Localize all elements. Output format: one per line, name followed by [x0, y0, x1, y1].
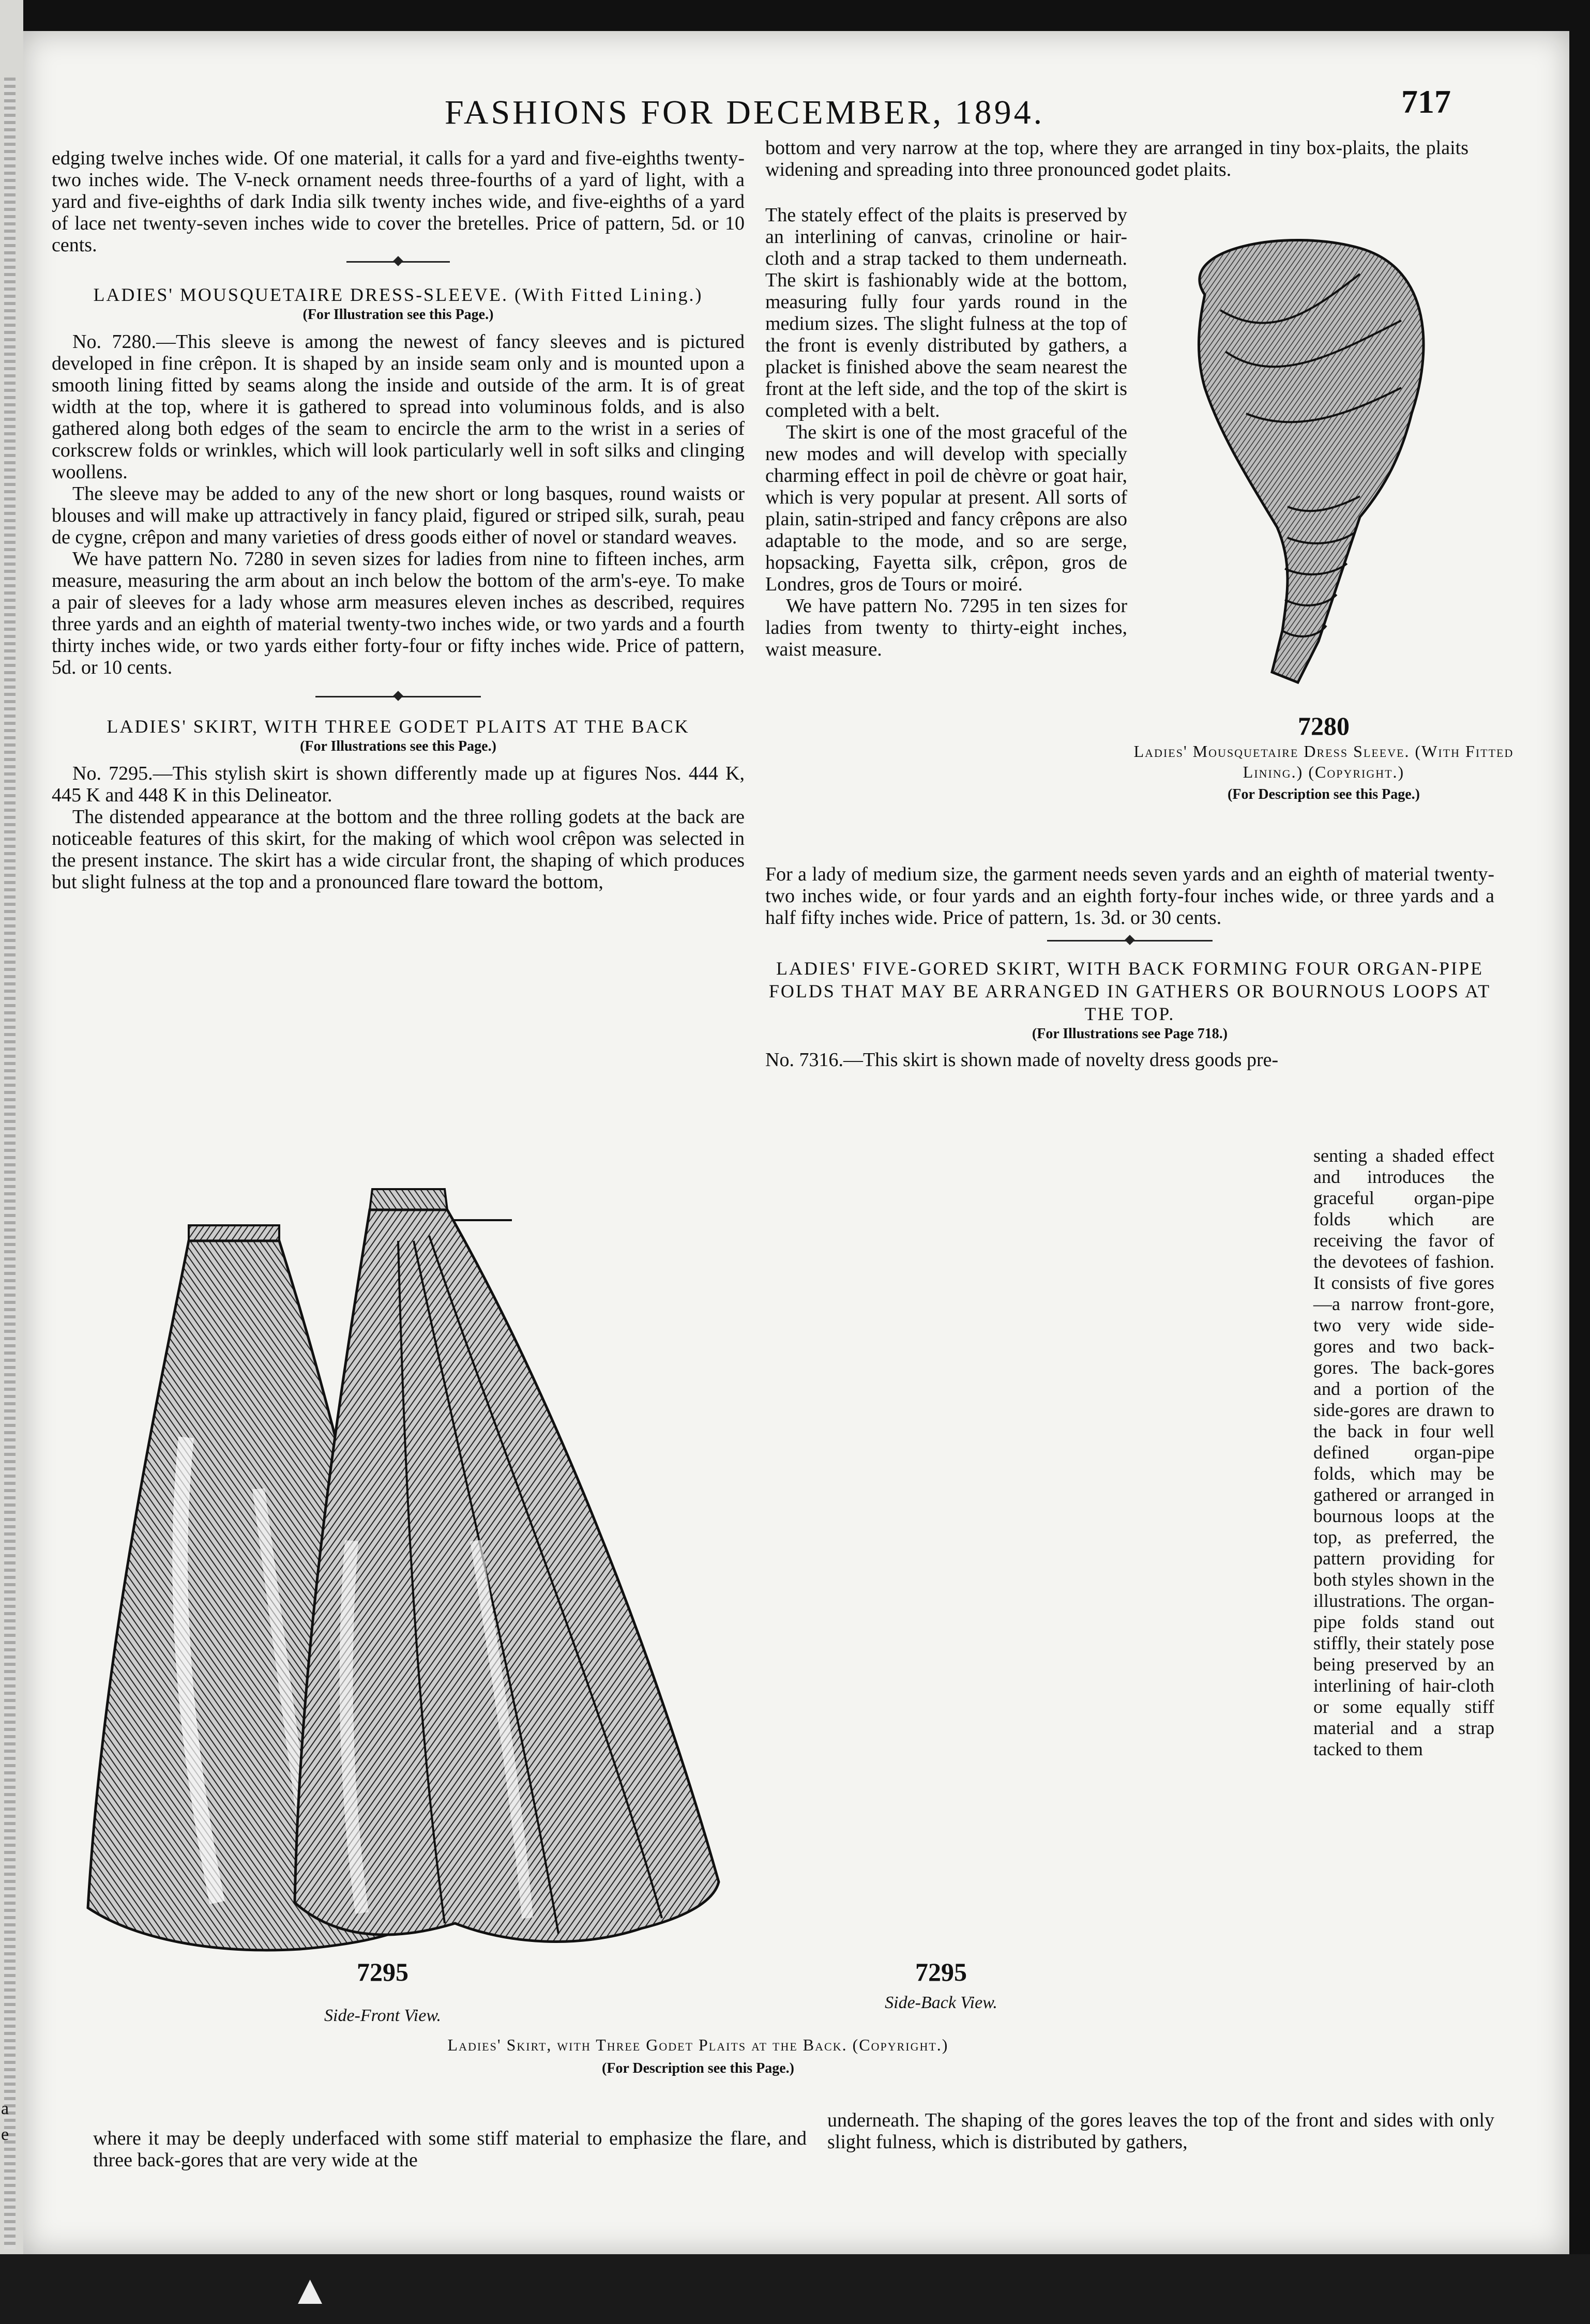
five-gored-subheading: (For Illustrations see Page 718.)	[1032, 1026, 1228, 1042]
sleeve-heading: LADIES' MOUSQUETAIRE DRESS-SLEEVE. (With Fitted Lining.)	[93, 284, 703, 305]
right-narrow-column	[765, 204, 1127, 660]
sleeve-caption: Ladies' Mousquetaire Dress Sleeve. (With Fitted Lining.) (Copyright.)	[1133, 742, 1514, 781]
margin-fragment: e	[1, 2125, 9, 2144]
sleeve-paragraph: The sleeve may be added to any of the new short or long basques, round waists or blouses and will make up attractively in fancy plaid, figured or striped silk, surah, peau de cygne, crêpon and many varieties of dress goods either of novel or standard weaves.	[52, 483, 745, 548]
skirt-back-label	[889, 1957, 993, 1987]
skirt-paragraph: No. 7295.—This stylish skirt is shown differently made up at figures Nos. 444 K, 445 K and 448 K in this Delineator.	[52, 763, 745, 806]
skirt-paragraph: The distended appearance at the bottom and the three rolling godets at the back are noticeable features of this skirt, for the making of which wool crêpon was selected in the present instance. The skirt has a wide circular front, the shaping of which produces but slight fulness at the top and a pronounced flare toward the bottom,	[52, 806, 745, 893]
arrow-icon: ▲	[290, 2268, 331, 2313]
sleeve-paragraph: We have pattern No. 7280 in seven sizes for ladies from nine to fifteen inches, arm measure, measuring the arm about an inch below the bottom of the arm's-eye. To make a pair of sleeves for a lady whose arm measures eleven inches as described, requires three yards and an eighth of material twenty-two inches wide, or two yards and a fourth thirty inches wide, or two yards either forty-four or fifty inches wide. Price of pattern, 5d. or 10 cents.	[52, 548, 745, 678]
skirt-continued: The skirt is one of the most graceful of the new modes and will develop with specially charming effect in poil de chèvre or goat hair, which is very popular at present. All sorts of plain, satin-striped and fancy crêpons are also adaptable to the mode, and so are serge, hopsacking, Fayetta silk, crêpon, gros de Londres, gros de Tours or moiré.	[765, 421, 1127, 595]
skirt-back-view: Side-Back View.	[885, 1993, 997, 2012]
five-gored-paragraph: senting a shaded effect and introduces the graceful organ-pipe folds which are receiving the favor of the devotees of fashion. It consists of five gores—a narrow front-gore, two very wide side-gores and two back-gores. The back-gores and a portion of the side-gores are drawn to the back in four well defined organ-pipe folds, which may be gathered or arranged in bournous loops at the top, as preferred, the pattern providing for both styles shown in the illustrations. The organ-pipe folds stand out stiffly, their stately pose being preserved by an interlining of hair-cloth or some equally stiff material and a strap tacked to them	[1313, 1145, 1494, 1759]
sleeve-figure-number: 7280	[1298, 711, 1350, 740]
left-margin	[0, 0, 23, 2324]
skirt-illustrations	[83, 1179, 724, 1980]
skirt-continued: For a lady of medium size, the garment needs seven yards and an eighth of material twenty-two inches wide, or four yards and an eighth forty-four inches wide, or three yards and a half fifty inches wide. Price of pattern, 1s. 3d. or 30 cents.	[765, 863, 1494, 929]
skirt-continued: We have pattern No. 7295 in ten sizes for ladies from twenty to thirty-eight inches, waist measure.	[765, 595, 1127, 660]
sleeve-paragraph: No. 7280.—This sleeve is among the newest of fancy sleeves and is pictured developed in fine crêpon. It is shaped by an inside seam only and is mounted upon a smooth lining fitted by seams along the inside and outside of the arm. It is of great width at the top, where it is gathered to spread into voluminous folds, and is also gathered along both edges of the seam to encircle the arm to the wrist in a series of corkscrew folds or wrinkles, which will look particularly well in soft silks and clinging woollens.	[52, 331, 745, 483]
right-column	[765, 137, 1468, 180]
skirt-caption-block	[259, 2034, 1138, 2077]
skirt-front-label	[331, 1957, 434, 1987]
skirt-continued: The stately effect of the plaits is preserved by an interlining of canvas, crinoline or hair-cloth and a strap tacked to them underneath. The skirt is fashionably wide at the bottom, measuring fully four yards round in the medium sizes. The slight fulness at the top of the front is evenly distributed by gathers, a placket is finished above the seam nearest the front at the left side, and the top of the skirt is completed with a belt.	[765, 204, 1127, 421]
sleeve-caption-sub: (For Description see this Page.)	[1228, 786, 1420, 802]
scan-bottom-edge	[0, 2254, 1590, 2324]
skirt-front-view-label	[279, 2006, 486, 2026]
sleeve-illustration	[1143, 217, 1505, 724]
skirt-back-view-label	[838, 1993, 1044, 2013]
left-column	[52, 147, 745, 893]
right-wide-continue	[765, 863, 1494, 1071]
binding-strip	[4, 78, 16, 2249]
running-head: FASHIONS FOR DECEMBER, 1894.	[445, 94, 1045, 131]
skirt-front-number: 7295	[357, 1957, 408, 1986]
page-number: 717	[1401, 83, 1451, 120]
footer-left-text: where it may be deeply underfaced with some stiff material to emphasize the flare, and three back-gores that are very wide at the	[93, 2128, 807, 2171]
footer-right-text: underneath. The shaping of the gores leaves the top of the front and sides with only slight fulness, which is distributed by gathers,	[827, 2109, 1494, 2153]
five-gored-lead: No. 7316.—This skirt is shown made of novelty dress goods pre-	[765, 1049, 1279, 1071]
section-divider	[315, 696, 481, 697]
skirt-caption-sub: (For Description see this Page.)	[602, 2060, 794, 2076]
footer-left	[93, 2128, 807, 2171]
skirt-back-number: 7295	[915, 1957, 967, 1986]
section-divider	[346, 261, 450, 263]
skirt-caption: Ladies' Skirt, with Three Godet Plaits at the Back. (Copyright.)	[447, 2036, 949, 2054]
five-gored-narrow-column	[1313, 1145, 1494, 1760]
skirt-heading: LADIES' SKIRT, WITH THREE GODET PLAITS AT THE BACK	[107, 716, 690, 737]
sleeve-caption-block	[1127, 711, 1520, 803]
sleeve-drawing	[1143, 217, 1505, 724]
five-gored-heading: LADIES' FIVE-GORED SKIRT, WITH BACK FORMING FOUR ORGAN-PIPE FOLDS THAT MAY BE ARRANGED IN GATHERS OR BOURNOUS LOOPS AT THE TOP.	[768, 958, 1491, 1024]
footer-right	[827, 2109, 1494, 2153]
margin-fragment: a	[1, 2099, 9, 2118]
skirt-drawing	[83, 1179, 724, 1980]
skirt-continued: bottom and very narrow at the top, where they are arranged in tiny box-plaits, the plaits widening and spreading into three pronounced godet plaits.	[765, 137, 1468, 180]
skirt-subheading: (For Illustrations see this Page.)	[300, 738, 496, 754]
sleeve-subheading: (For Illustration see this Page.)	[302, 307, 494, 323]
section-divider	[1047, 940, 1213, 941]
skirt-front-view: Side-Front View.	[324, 2006, 441, 2025]
intro-paragraph: edging twelve inches wide. Of one material, it calls for a yard and five-eighths twenty-two inches wide. The V-neck ornament needs three-fourths of a yard of light, with a yard and five-eighths of dark India silk twenty inches wide, and five-eighths of a yard of lace net twenty-seven inches wide to cover the bretelles. Price of pattern, 5d. or 10 cents.	[52, 147, 745, 256]
